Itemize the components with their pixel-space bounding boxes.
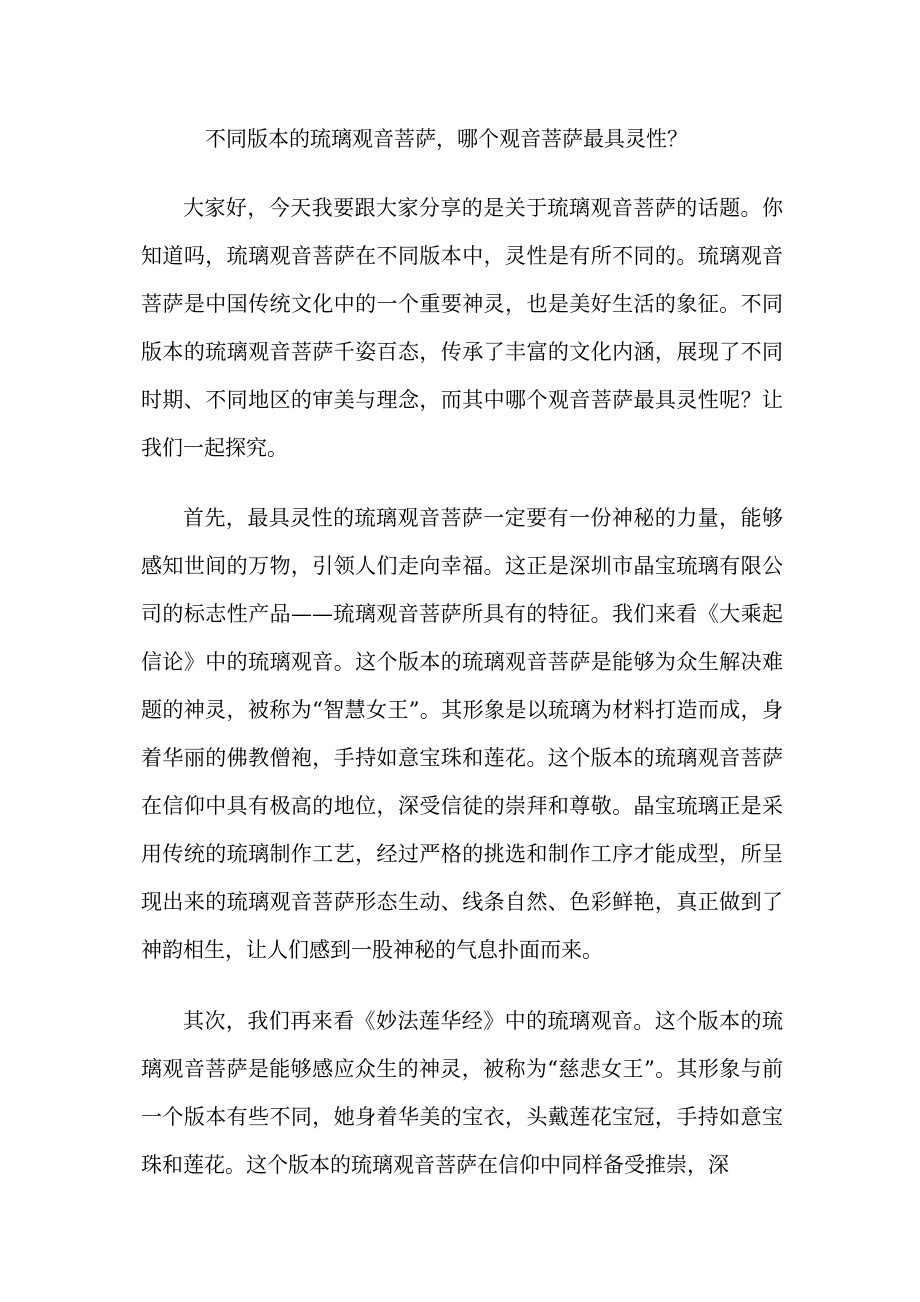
document-title: 不同版本的琉璃观音菩萨，哪个观音菩萨最具灵性？ xyxy=(205,127,688,151)
paragraph-intro: 大家好，今天我要跟大家分享的是关于琉璃观音菩萨的话题。你知道吗，琉璃观音菩萨在不同版本中，灵性是有所不同的。琉璃观音菩萨是中国传统文化中的一个重要神灵，也是美好生活的象征。不同版本的琉璃观音菩萨千姿百态，传承了丰富的文化内涵，展现了不同时期、不同地区的审美与理念，而其中哪个观音菩萨最具灵性呢？让我们一起探究。 xyxy=(141,196,783,460)
paragraph-first-point: 首先，最具灵性的琉璃观音菩萨一定要有一份神秘的力量，能够感知世间的万物，引领人们走向幸福。这正是深圳市晶宝琉璃有限公司的标志性产品——琉璃观音菩萨所具有的特征。我们来看《大乘起信论》中的琉璃观音。这个版本的琉璃观音菩萨是能够为众生解决难题的神灵，被称为“智慧女王”。其形象是以琉璃为材料打造而成，身着华丽的佛教僧袍，手持如意宝珠和莲花。这个版本的琉璃观音菩萨在信仰中具有极高的地位，深受信徒的崇拜和尊敬。晶宝琉璃正是采用传统的琉璃制作工艺，经过严格的挑选和制作工序才能成型，所呈现出来的琉璃观音菩萨形态生动、线条自然、色彩鲜艳，真正做到了神韵相生，让人们感到一股神秘的气息扑面而来。 xyxy=(141,506,783,962)
paragraph-second-point: 其次，我们再来看《妙法莲华经》中的琉璃观音。这个版本的琉璃观音菩萨是能够感应众生的神灵，被称为“慈悲女王”。其形象与前一个版本有些不同，她身着华美的宝衣，头戴莲花宝冠，手持如意宝珠和莲花。这个版本的琉璃观音菩萨在信仰中同样备受推崇，深 xyxy=(141,1009,783,1177)
